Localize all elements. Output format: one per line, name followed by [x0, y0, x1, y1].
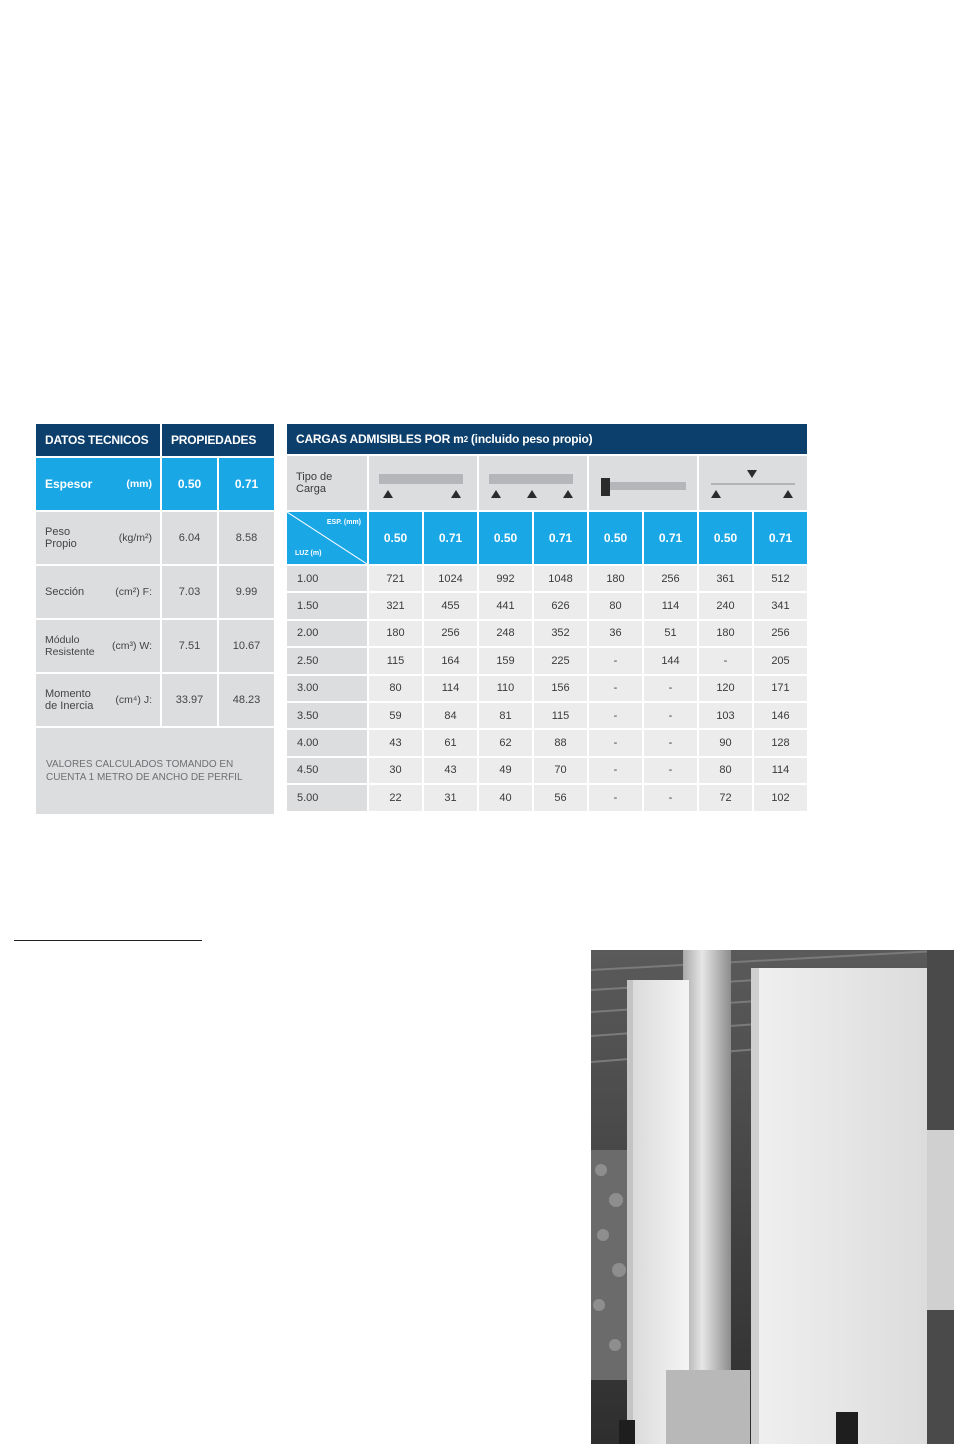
- luz-value: 4.00: [287, 730, 367, 755]
- divider-line: [14, 940, 202, 941]
- load-value: 321: [369, 593, 422, 618]
- thickness-header: 0.71: [754, 512, 807, 564]
- peso-propio-value-1: 6.04: [162, 512, 217, 564]
- peso-propio-name: Peso Propio: [45, 526, 77, 550]
- simple-span-icon: [369, 456, 477, 510]
- seccion-unit: (cm²) F:: [115, 586, 152, 598]
- load-value: 114: [424, 676, 477, 701]
- load-value: 352: [534, 621, 587, 646]
- load-value: -: [699, 648, 752, 673]
- thickness-header: 0.50: [369, 512, 422, 564]
- load-value: 115: [534, 703, 587, 728]
- load-value: 171: [754, 676, 807, 701]
- espesor-value-1: 0.50: [162, 458, 217, 510]
- modulo-resistente-value-2: 10.67: [219, 620, 274, 672]
- load-value: 49: [479, 758, 532, 783]
- load-table: [287, 424, 807, 810]
- load-value: 30: [369, 758, 422, 783]
- column-photo: [591, 950, 954, 1444]
- load-value: -: [589, 730, 642, 755]
- modulo-resistente-label: [36, 620, 160, 672]
- load-value: 51: [644, 621, 697, 646]
- load-value: 81: [479, 703, 532, 728]
- espesor-label: [36, 458, 160, 510]
- load-value: 159: [479, 648, 532, 673]
- point-load-icon: [699, 456, 807, 510]
- load-value: -: [589, 785, 642, 810]
- load-value: 180: [369, 621, 422, 646]
- load-value: 84: [424, 703, 477, 728]
- load-value: 146: [754, 703, 807, 728]
- load-value: 43: [369, 730, 422, 755]
- load-value: 114: [754, 758, 807, 783]
- luz-value: 1.00: [287, 566, 367, 591]
- seccion-value-1: 7.03: [162, 566, 217, 618]
- load-value: 1024: [424, 566, 477, 591]
- thickness-header: 0.50: [699, 512, 752, 564]
- load-value: 256: [754, 621, 807, 646]
- load-table-title-suffix: (incluido peso propio): [470, 432, 593, 446]
- momento-inercia-value-2: 48.23: [219, 674, 274, 726]
- load-value: -: [644, 758, 697, 783]
- load-value: -: [589, 676, 642, 701]
- luz-value: 3.00: [287, 676, 367, 701]
- calculation-note: VALORES CALCULADOS TOMANDO EN CUENTA 1 METRO DE ANCHO DE PERFIL: [36, 728, 274, 814]
- peso-propio-value-2: 8.58: [219, 512, 274, 564]
- espesor-unit: (mm): [126, 478, 152, 490]
- seccion-label: [36, 566, 160, 618]
- load-value: 256: [424, 621, 477, 646]
- thickness-header: 0.50: [589, 512, 642, 564]
- load-value: 256: [644, 566, 697, 591]
- esp-label: ESP. (mm): [326, 519, 361, 526]
- load-value: 240: [699, 593, 752, 618]
- peso-propio-label: [36, 512, 160, 564]
- load-table-title: CARGAS ADMISIBLES POR m: [296, 432, 464, 446]
- load-value: 128: [754, 730, 807, 755]
- momento-inercia-value-1: 33.97: [162, 674, 217, 726]
- load-value: 455: [424, 593, 477, 618]
- esp-luz-corner: [287, 512, 367, 564]
- thickness-header: 0.71: [424, 512, 477, 564]
- load-value: 43: [424, 758, 477, 783]
- luz-value: 3.50: [287, 703, 367, 728]
- load-value: -: [644, 676, 697, 701]
- load-value: 626: [534, 593, 587, 618]
- load-value: 114: [644, 593, 697, 618]
- load-value: 102: [754, 785, 807, 810]
- load-value: 180: [699, 621, 752, 646]
- modulo-resistente-value-1: 7.51: [162, 620, 217, 672]
- load-table-header: [287, 424, 807, 454]
- tech-data-table: [36, 424, 273, 810]
- modulo-resistente-name: Módulo Resistente: [45, 634, 95, 658]
- load-value: 110: [479, 676, 532, 701]
- load-value: 180: [589, 566, 642, 591]
- load-value: 80: [589, 593, 642, 618]
- espesor-name: Espesor: [45, 477, 93, 491]
- load-value: -: [644, 703, 697, 728]
- properties-header-label: PROPIEDADES: [162, 424, 274, 456]
- seccion-value-2: 9.99: [219, 566, 274, 618]
- load-value: 40: [479, 785, 532, 810]
- load-value: -: [589, 758, 642, 783]
- espesor-value-2: 0.71: [219, 458, 274, 510]
- load-value: 441: [479, 593, 532, 618]
- load-value: 80: [369, 676, 422, 701]
- load-value: 36: [589, 621, 642, 646]
- load-value: 31: [424, 785, 477, 810]
- load-value: -: [589, 648, 642, 673]
- thickness-header: 0.50: [479, 512, 532, 564]
- load-value: -: [644, 785, 697, 810]
- load-value: 61: [424, 730, 477, 755]
- load-value: 1048: [534, 566, 587, 591]
- thickness-header: 0.71: [534, 512, 587, 564]
- load-value: 341: [754, 593, 807, 618]
- load-value: 361: [699, 566, 752, 591]
- load-value: 22: [369, 785, 422, 810]
- load-value: 88: [534, 730, 587, 755]
- load-value: -: [644, 730, 697, 755]
- load-value: 721: [369, 566, 422, 591]
- tech-header-label: DATOS TECNICOS: [36, 424, 160, 456]
- momento-inercia-label: [36, 674, 160, 726]
- luz-value: 2.00: [287, 621, 367, 646]
- load-value: 156: [534, 676, 587, 701]
- load-value: 103: [699, 703, 752, 728]
- luz-value: 1.50: [287, 593, 367, 618]
- two-span-icon: [479, 456, 587, 510]
- tipo-carga-text: Tipo de Carga: [296, 471, 333, 495]
- load-table-title-sup: 2: [463, 434, 468, 444]
- modulo-resistente-unit: (cm³) W:: [111, 640, 152, 652]
- load-value: 59: [369, 703, 422, 728]
- seccion-name: Sección: [45, 586, 85, 598]
- load-value: 164: [424, 648, 477, 673]
- thickness-header: 0.71: [644, 512, 697, 564]
- luz-value: 2.50: [287, 648, 367, 673]
- load-value: 80: [699, 758, 752, 783]
- momento-inercia-name: Momento de Inercia: [45, 688, 94, 712]
- load-value: 56: [534, 785, 587, 810]
- load-value: 144: [644, 648, 697, 673]
- luz-value: 4.50: [287, 758, 367, 783]
- load-value: 115: [369, 648, 422, 673]
- load-value: 70: [534, 758, 587, 783]
- load-value: 205: [754, 648, 807, 673]
- load-value: 120: [699, 676, 752, 701]
- load-value: 225: [534, 648, 587, 673]
- cantilever-icon: [589, 456, 697, 510]
- load-value: 512: [754, 566, 807, 591]
- tipo-carga-label: [287, 456, 367, 510]
- luz-value: 5.00: [287, 785, 367, 810]
- luz-label: LUZ (m): [295, 550, 322, 557]
- load-value: 90: [699, 730, 752, 755]
- load-value: -: [589, 703, 642, 728]
- load-value: 62: [479, 730, 532, 755]
- load-value: 72: [699, 785, 752, 810]
- load-value: 248: [479, 621, 532, 646]
- momento-inercia-unit: (cm⁴) J:: [115, 694, 152, 706]
- peso-propio-unit: (kg/m²): [118, 532, 152, 544]
- load-value: 992: [479, 566, 532, 591]
